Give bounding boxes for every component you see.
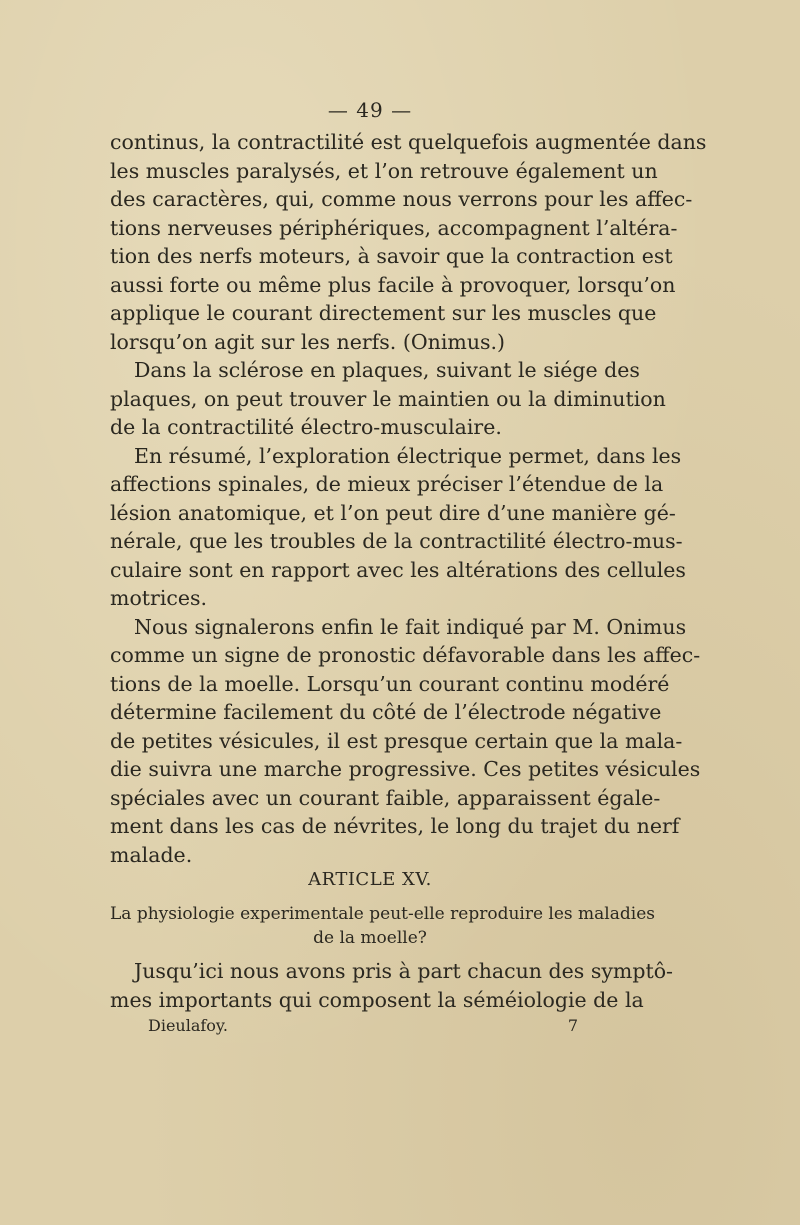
body-text-block-1 [110, 128, 707, 869]
text-line: malade. [110, 842, 193, 867]
text-line: nérale, que les troubles de la contractilité électro-mus- [110, 529, 683, 553]
text-line: les muscles paralysés, et l’on retrouve également un [110, 158, 658, 183]
signature-number: 7 [567, 1016, 578, 1035]
text-line: En résumé, l’exploration électrique permet, dans les [134, 443, 682, 468]
text-line: lorsqu’on agit sur les nerfs. (Onimus.) [110, 329, 506, 354]
page-number: — 49 — [327, 98, 413, 122]
body-text-block-2 [110, 957, 673, 1014]
subtitle-line: La physiologie experimentale peut-elle reproduire les maladies [110, 904, 655, 924]
text-line: lésion anatomique, et l’on peut dire d’une manière gé- [110, 500, 676, 525]
text-line: mes importants qui composent la séméiologie de la [110, 987, 644, 1012]
article-subtitle [110, 902, 655, 950]
text-line: culaire sont en rapport avec les altérations des cellules [110, 557, 686, 582]
text-line: Dans la sclérose en plaques, suivant le siége des [134, 358, 640, 382]
text-line: continus, la contractilité est quelquefois augmentée dans [110, 130, 707, 154]
text-line: ment dans les cas de névrites, le long du trajet du nerf [110, 814, 680, 838]
text-line: de la contractilité électro-musculaire. [110, 415, 502, 439]
text-line: plaques, on peut trouver le maintien ou la diminution [110, 386, 666, 411]
text-line: applique le courant directement sur les muscles que [110, 301, 657, 325]
text-line: détermine facilement du côté de l’électrode négative [110, 700, 662, 724]
text-line: die suivra une marche progressive. Ces petites vésicules [110, 757, 701, 781]
text-line: de petites vésicules, il est presque certain que la mala- [110, 728, 683, 753]
text-line: affections spinales, de mieux préciser l’étendue de la [110, 472, 664, 496]
text-line: des caractères, qui, comme nous verrons pour les affec- [110, 187, 693, 211]
article-heading: ARTICLE XV. [308, 869, 432, 890]
text-line: motrices. [110, 586, 208, 610]
text-line: aussi forte ou même plus facile à provoquer, lorsqu’on [110, 272, 676, 297]
text-line: tions nerveuses périphériques, accompagnent l’altéra- [110, 215, 678, 240]
text-line: Nous signalerons enfin le fait indiqué par M. Onimus [134, 614, 687, 639]
text-line: Jusqu’ici nous avons pris à part chacun des symptô- [134, 959, 673, 983]
signature-author: Dieulafoy. [148, 1016, 228, 1035]
text-line: comme un signe de pronostic défavorable dans les affec- [110, 643, 701, 667]
subtitle-line: de la moelle? [313, 928, 427, 948]
text-line: tions de la moelle. Lorsqu’un courant continu modéré [110, 671, 670, 696]
text-line: spéciales avec un courant faible, apparaissent égale- [110, 785, 661, 810]
text-line: tion des nerfs moteurs, à savoir que la contraction est [110, 244, 673, 268]
